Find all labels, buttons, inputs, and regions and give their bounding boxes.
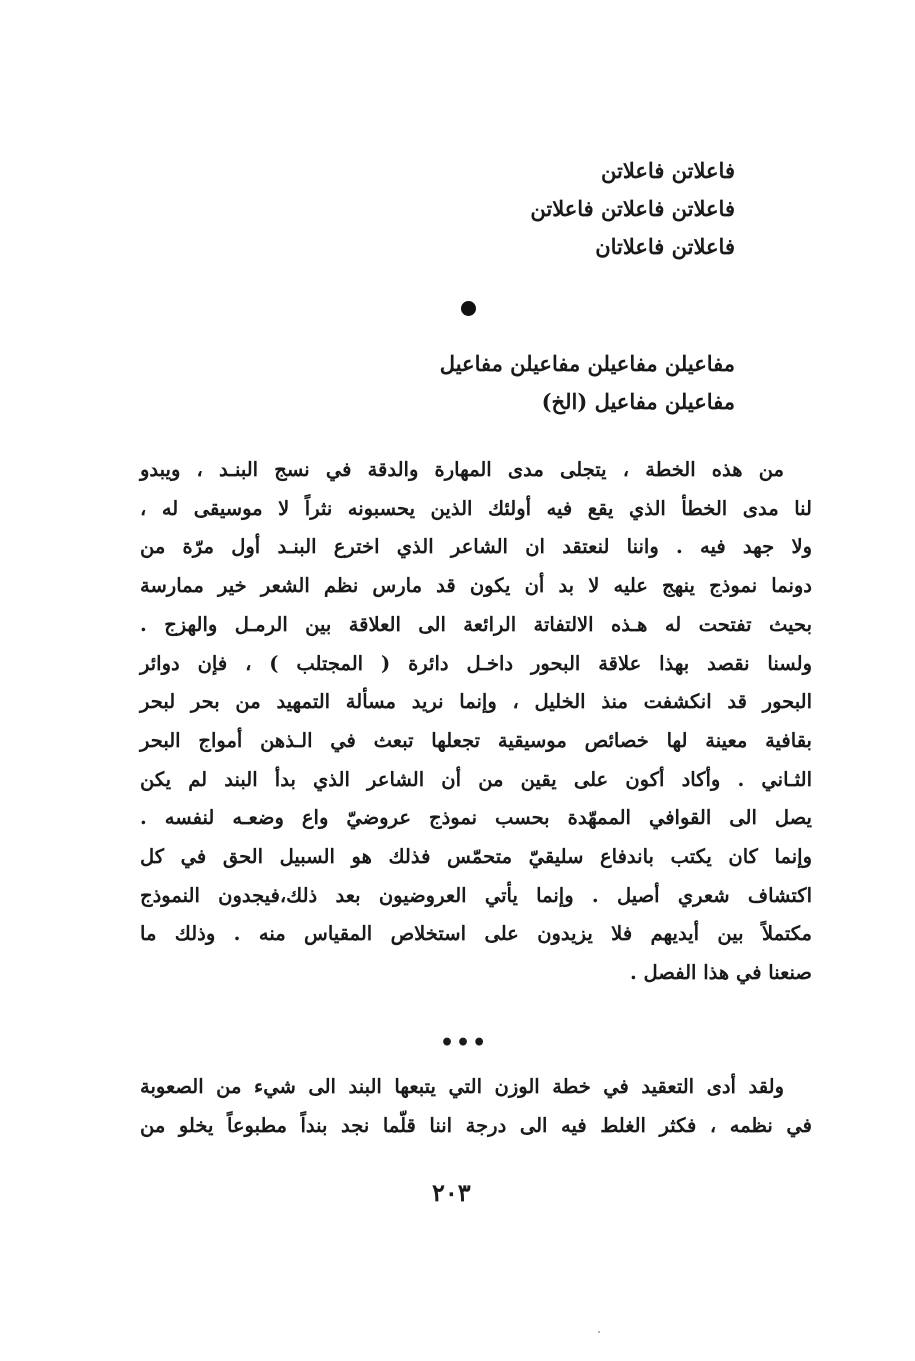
section-separator: ••• [440, 1030, 489, 1056]
paragraph-line: لنا مدى الخطأ الذي يقع فيه أولئك الذين يحسبونه نثراً لا موسيقى له ، [140, 496, 812, 520]
paragraph-line: صنعنا في هذا الفصل . [629, 961, 812, 985]
paragraph-line: الثـاني . وأكاد أكون على يقين من أن الشاعر الذي بدأ البند لم يكن [140, 767, 812, 791]
paragraph-line: يصل الى القوافي الممهّدة بحسب نموذج عروضيّ واع وضعـه لنفسه . [140, 806, 812, 830]
paragraph-line: ولقد أدى التعقيد في خطة الوزن التي يتبعها البند الى شيء من الصعوبة [140, 1075, 784, 1098]
meter-verse-block-hazaj [440, 345, 735, 421]
paragraph-line: مكتملاً بين أيديهم فلا يزيدون على استخلاص المقياس منه . وذلك ما [140, 922, 812, 946]
page-number: ٢٠٣ [432, 1178, 471, 1207]
body-paragraph-2 [140, 1068, 812, 1145]
verse-line: فاعلاتن فاعلاتن [601, 158, 735, 183]
paragraph-line: ولا جهد فيه . واننا لنعتقد ان الشاعر الذي اخترع البنـد أول مرّة من [140, 535, 812, 559]
verse-line: فاعلاتن فاعلاتن فاعلاتن [530, 196, 735, 221]
paragraph-line: اكتشاف شعري أصيل . وإنما يأتي العروضيون بعد ذلك،فيجدون النموذج [140, 883, 812, 907]
paragraph-line: بحيث تفتحت له هـذه الالتفاتة الرائعة الى العلاقة بين الرمـل والهزج . [140, 612, 812, 636]
paragraph-line: دونما نموذج ينهج عليه لا بد أن يكون قد مارس نظم الشعر خير ممارسة [140, 574, 812, 598]
paragraph-line: البحور قد انكشفت منذ الخليل ، وإنما نريد مسألة التمهيد من بحر لبحر [140, 690, 812, 714]
paragraph-line: ولسنا نقصد بهذا علاقة البحور داخـل دائرة ( المجتلب ) ، فإن دوائر [140, 651, 812, 675]
verse-line: مفاعيلن مفاعيل (الخ) [541, 389, 735, 414]
meter-verse-block-ramal [530, 152, 735, 266]
body-paragraph-1 [140, 451, 812, 993]
paragraph-line: وإنما كان يكتب باندفاع سليقيّ متحمّس فذلك هو السبيل الحق في كل [140, 845, 812, 869]
paragraph-line: من هذه الخطة ، يتجلى مدى المهارة والدقة في نسج البنـد ، ويبدو [140, 458, 784, 481]
verse-line: فاعلاتن فاعلاتان [595, 234, 735, 259]
verse-line: مفاعيلن مفاعيلن مفاعيلن مفاعيل [439, 351, 735, 376]
paper-speck [598, 1331, 600, 1333]
paragraph-line: بقافية معينة لها خصائص موسيقية تجعلها تبعث في الـذهن أمواج البحر [140, 728, 812, 752]
paragraph-line: في نظمه ، فكثر الغلط فيه الى درجة اننا قلّما نجد بنداً مطبوعاً يخلو من [140, 1113, 812, 1137]
bullet-divider [461, 301, 476, 316]
